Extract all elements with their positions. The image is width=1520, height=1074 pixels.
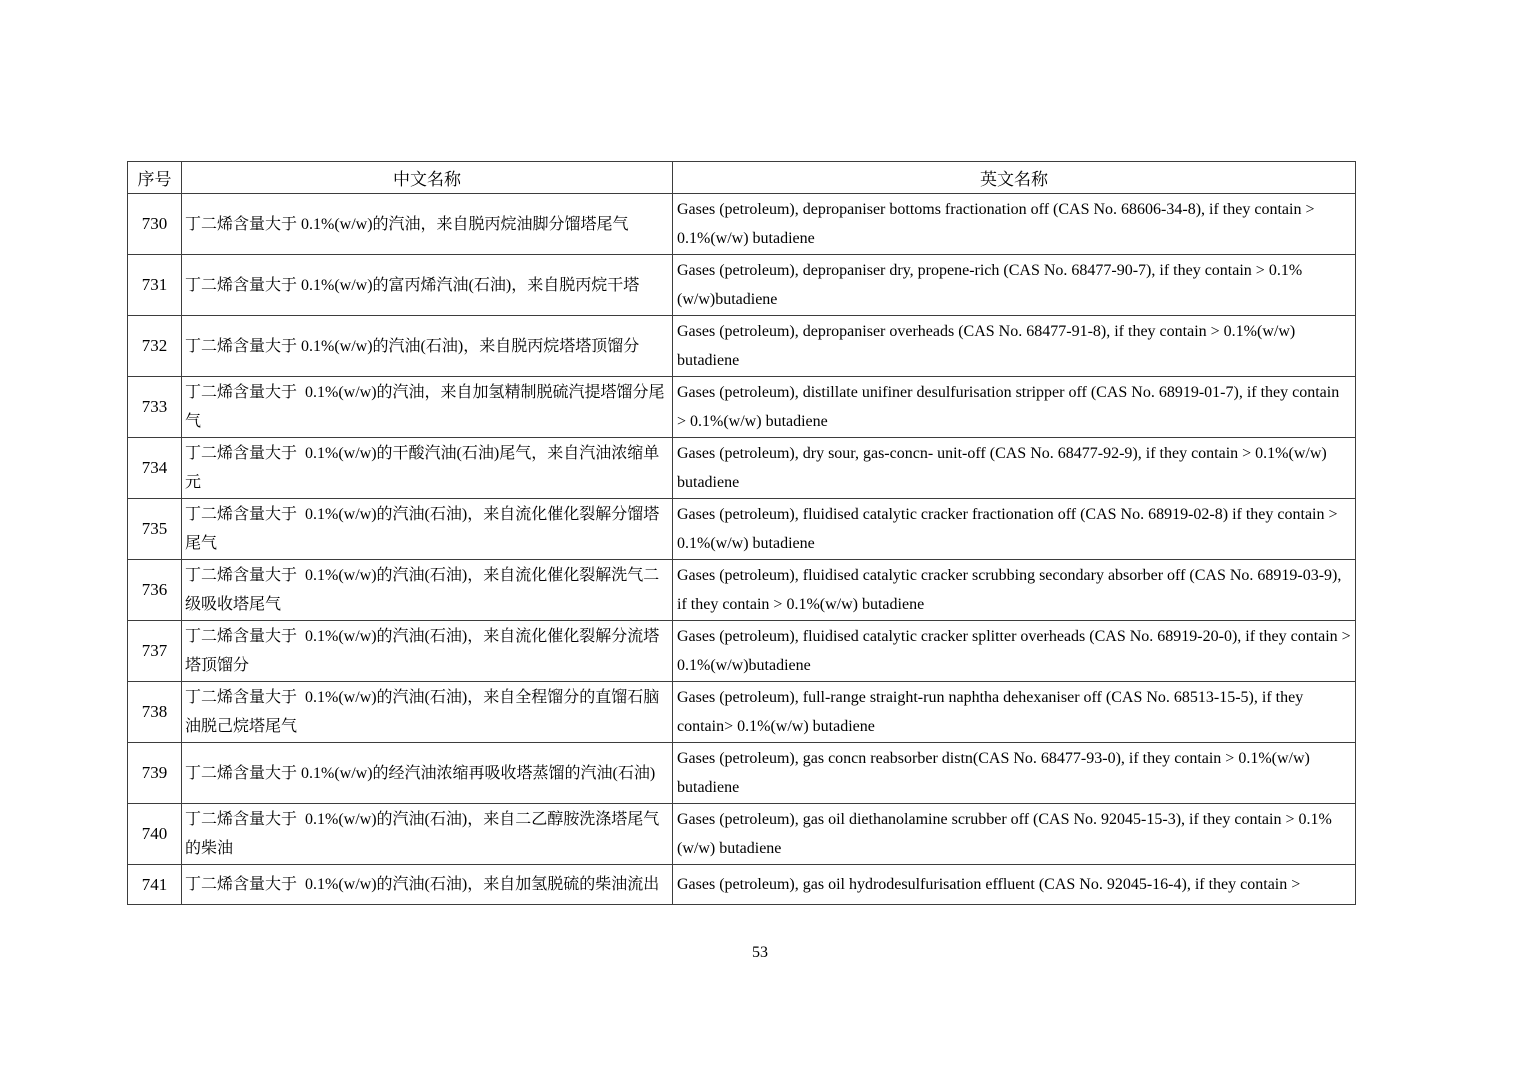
table-row bbox=[128, 621, 1356, 682]
row-chinese-name: 丁二烯含量大于 0.1%(w/w)的汽油(石油)，来自加氢脱硫的柴油流出 bbox=[182, 865, 673, 905]
row-english-name: Gases (petroleum), gas oil hydrodesulfurisation effluent (CAS No. 92045-16-4), if they contain > bbox=[673, 865, 1356, 905]
row-serial-number: 732 bbox=[128, 316, 182, 377]
table-row bbox=[128, 499, 1356, 560]
row-chinese-name: 丁二烯含量大于 0.1%(w/w)的富丙烯汽油(石油)，来自脱丙烷干塔 bbox=[182, 255, 673, 316]
row-serial-number: 741 bbox=[128, 865, 182, 905]
table-body bbox=[128, 194, 1356, 905]
column-header-serial-no: 序号 bbox=[128, 162, 182, 194]
table-row bbox=[128, 560, 1356, 621]
column-header-english-name: 英文名称 bbox=[673, 162, 1356, 194]
table-row bbox=[128, 743, 1356, 804]
row-serial-number: 737 bbox=[128, 621, 182, 682]
row-serial-number: 730 bbox=[128, 194, 182, 255]
row-serial-number: 738 bbox=[128, 682, 182, 743]
row-english-name: Gases (petroleum), gas concn reabsorber distn(CAS No. 68477-93-0), if they contain > 0.1%(w/w) butadiene bbox=[673, 743, 1356, 804]
row-chinese-name: 丁二烯含量大于 0.1%(w/w)的汽油(石油)，来自全程馏分的直馏石脑油脱己烷塔尾气 bbox=[182, 682, 673, 743]
table-row bbox=[128, 194, 1356, 255]
row-serial-number: 735 bbox=[128, 499, 182, 560]
row-serial-number: 739 bbox=[128, 743, 182, 804]
row-english-name: Gases (petroleum), distillate unifiner desulfurisation stripper off (CAS No. 68919-01-7), if they contain > 0.1%(w/w) butadiene bbox=[673, 377, 1356, 438]
row-serial-number: 734 bbox=[128, 438, 182, 499]
page-number: 53 bbox=[752, 944, 768, 961]
table-row bbox=[128, 682, 1356, 743]
row-chinese-name: 丁二烯含量大于 0.1%(w/w)的汽油，来自脱丙烷油脚分馏塔尾气 bbox=[182, 194, 673, 255]
table-header bbox=[128, 162, 1356, 194]
row-chinese-name: 丁二烯含量大于 0.1%(w/w)的汽油(石油)，来自脱丙烷塔塔顶馏分 bbox=[182, 316, 673, 377]
row-chinese-name: 丁二烯含量大于 0.1%(w/w)的经汽油浓缩再吸收塔蒸馏的汽油(石油) bbox=[182, 743, 673, 804]
row-chinese-name: 丁二烯含量大于 0.1%(w/w)的汽油(石油)，来自二乙醇胺洗涤塔尾气的柴油 bbox=[182, 804, 673, 865]
row-serial-number: 733 bbox=[128, 377, 182, 438]
table-row bbox=[128, 865, 1356, 905]
row-english-name: Gases (petroleum), fluidised catalytic cracker scrubbing secondary absorber off (CAS No. 68919-03-9), if they contain > 0.1%(w/w) butadiene bbox=[673, 560, 1356, 621]
row-serial-number: 740 bbox=[128, 804, 182, 865]
row-english-name: Gases (petroleum), depropaniser bottoms fractionation off (CAS No. 68606-34-8), if they contain > 0.1%(w/w) butadiene bbox=[673, 194, 1356, 255]
row-english-name: Gases (petroleum), dry sour, gas-concn- unit-off (CAS No. 68477-92-9), if they contain > 0.1%(w/w) butadiene bbox=[673, 438, 1356, 499]
table-row bbox=[128, 316, 1356, 377]
table-row bbox=[128, 438, 1356, 499]
row-english-name: Gases (petroleum), fluidised catalytic cracker fractionation off (CAS No. 68919-02-8) if they contain > 0.1%(w/w) butadiene bbox=[673, 499, 1356, 560]
table-row bbox=[128, 804, 1356, 865]
row-chinese-name: 丁二烯含量大于 0.1%(w/w)的汽油(石油)，来自流化催化裂解分流塔塔顶馏分 bbox=[182, 621, 673, 682]
row-english-name: Gases (petroleum), depropaniser overheads (CAS No. 68477-91-8), if they contain > 0.1%(w/w) butadiene bbox=[673, 316, 1356, 377]
row-chinese-name: 丁二烯含量大于 0.1%(w/w)的干酸汽油(石油)尾气，来自汽油浓缩单元 bbox=[182, 438, 673, 499]
row-chinese-name: 丁二烯含量大于 0.1%(w/w)的汽油(石油)，来自流化催化裂解分馏塔尾气 bbox=[182, 499, 673, 560]
header-row bbox=[128, 162, 1356, 194]
substances-table bbox=[127, 161, 1356, 905]
row-serial-number: 736 bbox=[128, 560, 182, 621]
row-english-name: Gases (petroleum), gas oil diethanolamine scrubber off (CAS No. 92045-15-3), if they contain > 0.1%(w/w) butadiene bbox=[673, 804, 1356, 865]
row-chinese-name: 丁二烯含量大于 0.1%(w/w)的汽油(石油)，来自流化催化裂解洗气二级吸收塔尾气 bbox=[182, 560, 673, 621]
column-header-chinese-name: 中文名称 bbox=[182, 162, 673, 194]
row-serial-number: 731 bbox=[128, 255, 182, 316]
row-english-name: Gases (petroleum), full-range straight-run naphtha dehexaniser off (CAS No. 68513-15-5), if they contain> 0.1%(w/w) butadiene bbox=[673, 682, 1356, 743]
table-row bbox=[128, 377, 1356, 438]
table-row bbox=[128, 255, 1356, 316]
row-english-name: Gases (petroleum), depropaniser dry, propene-rich (CAS No. 68477-90-7), if they contain > 0.1%(w/w)butadiene bbox=[673, 255, 1356, 316]
row-chinese-name: 丁二烯含量大于 0.1%(w/w)的汽油，来自加氢精制脱硫汽提塔馏分尾气 bbox=[182, 377, 673, 438]
row-english-name: Gases (petroleum), fluidised catalytic cracker splitter overheads (CAS No. 68919-20-0), if they contain > 0.1%(w/w)butadiene bbox=[673, 621, 1356, 682]
